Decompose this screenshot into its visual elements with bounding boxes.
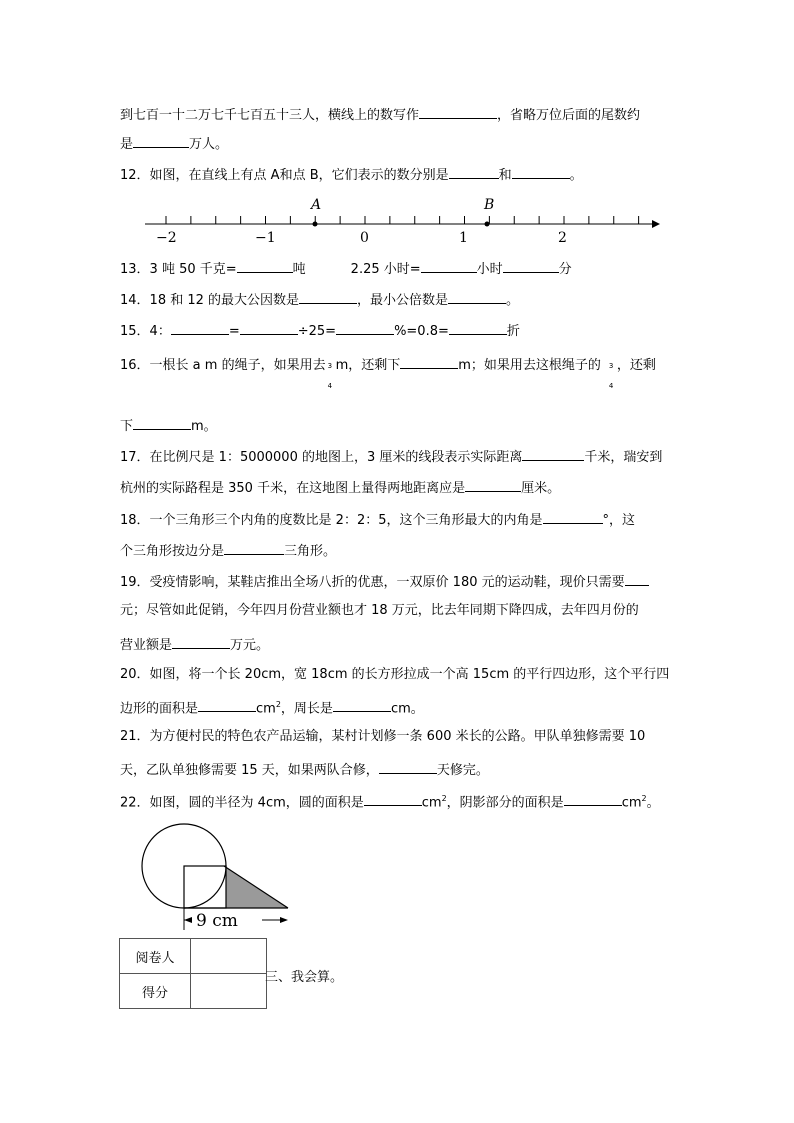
answer-blank[interactable]	[224, 540, 284, 555]
answer-blank[interactable]	[512, 164, 570, 179]
answer-blank[interactable]	[171, 320, 229, 335]
inner-square	[184, 866, 226, 908]
fraction-three-quarters: 3 4	[608, 361, 614, 390]
question-13: 13．3 吨 50 千克= 吨 2.25 小时= 小时 分	[120, 258, 572, 279]
answer-blank[interactable]	[364, 791, 422, 806]
point-b-label: B	[484, 197, 495, 213]
question-19-continued-2: 营业额是 万元。	[120, 634, 269, 655]
tick-label: −1	[255, 230, 276, 246]
question-18-continued: 个三角形按边分是 三角形。	[120, 540, 336, 561]
reviewer-cell[interactable]	[191, 939, 267, 974]
section-heading: 三、我会算。	[265, 970, 344, 985]
answer-blank[interactable]	[543, 509, 603, 524]
answer-blank[interactable]	[133, 415, 191, 430]
answer-blank[interactable]	[379, 759, 437, 774]
number-line-figure	[140, 192, 660, 248]
question-22: 22．如图，圆的半径为 4cm，圆的面积是 $cm^2$，阴影部分的面积是 $cm^2$。	[120, 790, 660, 812]
answer-blank[interactable]	[449, 320, 507, 335]
fraction-three-quarters: 3 4	[327, 361, 333, 390]
circle-figure	[140, 820, 300, 935]
question-17: 17．在比例尺是 1：5000000 的地图上，3 厘米的线段表示实际距离 千米，瑞安到	[120, 446, 662, 467]
answer-blank[interactable]	[465, 477, 521, 492]
question-12: 12．如图，在直线上有点 A和点 B，它们表示的数分别是 和 。	[120, 164, 583, 185]
answer-blank[interactable]	[449, 164, 499, 179]
text-line-2: 是 万人。	[120, 133, 228, 154]
answer-blank[interactable]	[237, 258, 293, 273]
answer-blank[interactable]	[522, 446, 584, 461]
reviewer-label: 阅卷人	[120, 939, 191, 974]
answer-blank[interactable]	[333, 697, 391, 712]
answer-blank[interactable]	[503, 258, 559, 273]
answer-blank[interactable]	[240, 320, 298, 335]
score-table	[119, 938, 267, 1009]
question-14: 14．18 和 12 的最大公因数是 ，最小公倍数是 。	[120, 289, 519, 310]
question-21: 21．为方便村民的特色农产品运输，某村计划修一条 600 米长的公路。甲队单独修需要 10	[120, 729, 646, 744]
question-16-continued: 下 m。	[120, 415, 217, 436]
answer-blank[interactable]	[448, 289, 506, 304]
answer-blank[interactable]	[133, 133, 189, 148]
question-21-continued: 天，乙队单独修需要 15 天，如果两队合修， 天修完。	[120, 759, 489, 780]
dimension-label: 9 cm	[196, 911, 238, 931]
question-16: 16．一根长 a m 的绳子，如果用去 3 4 m，还剩下 m；如果用去这根绳子的 3 4 ，还剩	[120, 354, 656, 375]
answer-blank[interactable]	[198, 697, 256, 712]
score-label: 得分	[120, 974, 191, 1009]
question-20-continued: 边形的面积是 $cm^2$，周长是 cm。	[120, 696, 424, 718]
answer-blank[interactable]	[421, 258, 477, 273]
point-b	[485, 222, 490, 227]
point-a	[313, 222, 318, 227]
answer-blank[interactable]	[400, 354, 458, 369]
answer-blank[interactable]	[564, 791, 622, 806]
tick-label: 0	[360, 230, 369, 246]
question-18: 18．一个三角形三个内角的度数比是 2：2：5，这个三角形最大的内角是 °，这	[120, 509, 635, 530]
answer-blank[interactable]	[299, 289, 357, 304]
question-19-continued: 元；尽管如此促销，今年四月份营业额也才 18 万元，比去年同期下降四成，去年四月份的	[120, 603, 639, 618]
answer-blank[interactable]	[172, 634, 230, 649]
answer-blank[interactable]	[336, 320, 394, 335]
score-cell[interactable]	[191, 974, 267, 1009]
answer-blank[interactable]	[625, 571, 649, 586]
point-a-label: A	[311, 197, 322, 213]
text-line-1: 到七百一十二万七千七百五十三人，横线上的数写作 ，省略万位后面的尾数约	[120, 104, 640, 125]
question-15: 15．4： = ÷25= %=0.8= 折	[120, 320, 520, 341]
tick-label: 2	[558, 230, 567, 246]
question-20: 20．如图，将一个长 20cm，宽 18cm 的长方形拉成一个高 15cm 的平行四边形，这个平行四	[120, 667, 670, 682]
tick-label: 1	[459, 230, 468, 246]
question-17-continued: 杭州的实际路程是 350 千米，在这地图上量得两地距离应是 厘米。	[120, 477, 560, 498]
answer-blank[interactable]	[419, 104, 497, 119]
question-19: 19．受疫情影响，某鞋店推出全场八折的优惠，一双原价 180 元的运动鞋，现价只需要	[120, 571, 649, 592]
tick-label: −2	[156, 230, 177, 246]
